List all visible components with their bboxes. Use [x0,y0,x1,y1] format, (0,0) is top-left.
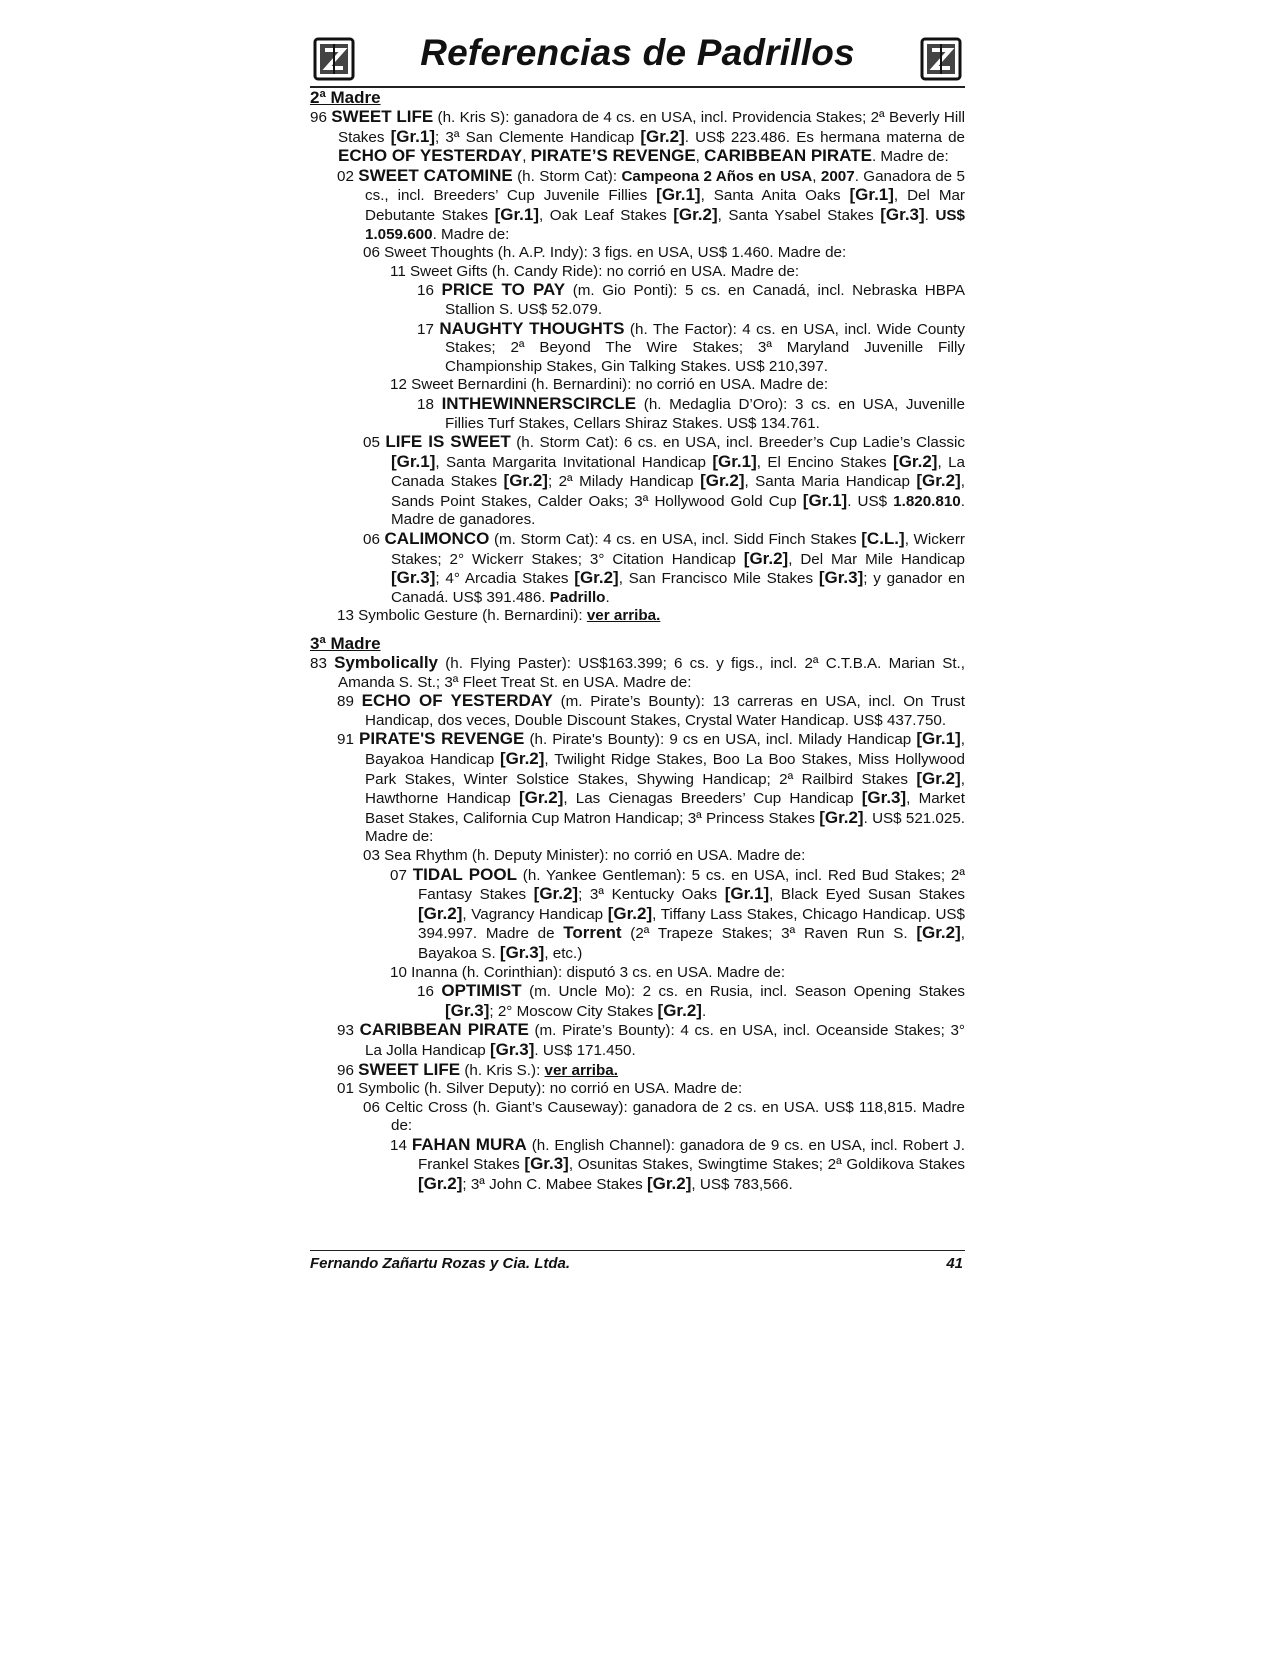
section-2nd-dam-entries [310,108,965,626]
grade-badge: [Gr.3] [445,1000,490,1020]
horse-name: FAHAN MURA [411,1134,527,1154]
grade-badge: [Gr.2] [518,788,564,808]
entry-text: , Twilight Ridge Stakes, Boo La Boo Stakes, Miss Hollywood Park Stakes, Winter Solstice Stakes, Shywing Handicap; 2ª Railbird Stakes [365,751,965,788]
entry-text: , US$ 783,566. [691,1176,793,1194]
entry-text: , San Francisco Mile Stakes [618,570,819,588]
entry-text: , [695,148,705,166]
entry-text: 03 Sea Rhythm (h. Deputy Minister): no corrió en USA. Madre de: [363,846,806,864]
pedigree-entry [310,530,965,607]
entry-text: ; 3ª San Clemente Handicap [435,128,641,146]
entry-text: , Santa Margarita Invitational Handicap [435,453,713,471]
page-footer [310,1250,965,1272]
entry-text: 17 [417,320,440,338]
entry-text: , La Canada Stakes [391,453,965,491]
entry-text: ; 2ª Milady Handicap [547,473,701,491]
pedigree-entry [310,847,965,866]
entry-text: , Santa Anita Oaks [700,187,850,205]
horse-name: PIRATE'S REVENGE [359,729,525,749]
horse-name: CARIBBEAN PIRATE [359,1020,529,1040]
page-number: 41 [946,1255,963,1272]
cross-reference: ver arriba. [586,607,661,625]
entry-text: 16 [417,983,442,1001]
entry-text: 02 [337,167,359,185]
grade-badge: [Gr.1] [916,729,961,749]
entry-text: 96 [337,1061,359,1079]
entry-text: 11 Sweet Gifts (h. Candy Ride): no corrió en USA. Madre de: [390,262,800,280]
entry-text: , Sands Point Stakes, Calder Oaks; 3ª Hollywood Gold Cup [391,473,965,510]
entry-text: (h. The Factor): 4 cs. en USA, incl. Wide County Stakes; 2ª Beyond The Wire Stakes; 3ª Maryland Juvenille Filly Championship Stakes, Gin Talking Stakes. US$ 210,397. [445,320,965,375]
horse-name: CARIBBEAN PIRATE [704,146,872,166]
grade-badge: [Gr.2] [743,548,789,568]
document-page [310,30,965,1195]
horse-name: INTHEWINNERSCIRCLE [441,393,637,413]
grade-badge: [Gr.2] [916,923,961,943]
horse-name: SWEET CATOMINE [358,165,513,185]
pedigree-entry [310,108,965,167]
pedigree-content [310,88,965,1195]
grade-badge: [Gr.1] [724,884,770,904]
grade-badge: [Gr.3] [499,942,545,962]
entry-text: . Madre de: [871,148,949,166]
entry-text: 93 [337,1022,360,1040]
entry-text: 18 [417,395,442,413]
entry-text: 16 [417,282,442,300]
entry-text: (h. Storm Cat): [512,167,622,185]
entry-text: (m. Storm Cat): 4 cs. en USA, incl. Sidd Finch Stakes [489,531,862,549]
entry-text: 10 Inanna (h. Corinthian): disputó 3 cs. en USA. Madre de: [390,963,786,981]
pedigree-entry [310,244,965,263]
entry-text: ; 2° Moscow City Stakes [489,1002,658,1020]
entry-text: , Black Eyed Susan Stakes [769,886,965,904]
horse-name: OPTIMIST [441,981,522,1001]
grade-badge: [Gr.2] [916,768,961,788]
entry-text: , [522,148,531,166]
horse-name: ECHO OF YESTERDAY [338,146,523,166]
grade-badge: [Gr.1] [656,185,701,205]
entry-text: . US$ 171.450. [534,1041,636,1059]
pedigree-entry [310,395,965,433]
horse-name: SWEET LIFE [358,1059,461,1079]
entry-text: (m. Uncle Mo): 2 cs. en Rusia, incl. Season Opening Stakes [521,983,965,1001]
grade-badge: [Gr.2] [700,471,745,491]
entry-text: , Tiffany Lass Stakes, Chicago Handicap. US$ 394.997. Madre de [418,905,965,943]
pedigree-entry [310,263,965,282]
bold-text: Padrillo [549,588,606,606]
grade-badge: [Gr.2] [503,471,548,491]
entry-text: (h. Flying Paster): US$163.399; 6 cs. y figs., incl. 2ª C.T.B.A. Marian St., Amanda S. St.; 3ª Fleet Treat St. en USA. Madre de: [338,655,965,691]
pedigree-entry [310,376,965,395]
entry-text: 14 [390,1136,412,1154]
grade-badge: [Gr.2] [819,807,864,827]
grade-badge: [Gr.2] [500,749,545,768]
grade-badge: [Gr.2] [893,451,938,471]
entry-text: , Santa Ysabel Stakes [717,206,881,224]
entry-text: (h. English Channel): ganadora de 9 cs. en USA, incl. Robert J. Frankel Stakes [418,1136,965,1174]
grade-badge: [Gr.3] [861,788,907,808]
grade-badge: [Gr.1] [802,490,848,510]
pedigree-entry [310,167,965,244]
pedigree-entry [310,1099,965,1136]
grade-badge: [Gr.3] [524,1154,569,1174]
entry-text: ; 4° Arcadia Stakes [435,570,575,588]
grade-badge: [Gr.1] [391,451,436,471]
entry-text: ; 3ª John C. Mabee Stakes [462,1176,647,1194]
grade-badge: [Gr.3] [489,1039,535,1059]
entry-text: , Oak Leaf Stakes [539,206,674,224]
grade-badge: [Gr.2] [533,884,579,904]
entry-text: . [701,1002,707,1020]
pedigree-entry [310,1021,965,1060]
entry-text: 06 Sweet Thoughts (h. A.P. Indy): 3 figs. en USA, US$ 1.460. Madre de: [363,244,847,262]
entry-text: (h. Yankee Gentleman): 5 cs. en USA, incl. Red Bud Stakes; 2ª Fantasy Stakes [418,866,965,904]
horse-name: Symbolically [334,653,439,673]
grade-badge: [C.L.] [861,529,905,549]
entry-text: . US$ 223.486. Es hermana materna de [684,128,965,146]
cross-reference: ver arriba. [544,1061,618,1079]
pedigree-entry [310,654,965,692]
pedigree-entry [310,1136,965,1195]
bold-text: 1.820.810 [893,492,961,510]
entry-text: , Hawthorne Handicap [365,770,965,808]
entry-text: (m. Pirate’s Bounty): 13 carreras en USA, incl. On Trust Handicap, dos veces, Double Discount Stakes, Crystal Water Handicap. US$ 437.750. [365,693,965,729]
entry-text: . Madre de ganadores. [391,492,965,529]
grade-badge: [Gr.2] [418,903,463,923]
entry-text: 91 [337,731,360,749]
grade-badge: [Gr.2] [657,1000,702,1020]
entry-text: , Del Mar Debutante Stakes [365,187,965,224]
entry-text: 96 [310,109,332,126]
horse-name: LIFE IS SWEET [385,432,511,452]
horse-name: CALIMONCO [384,529,490,549]
section-heading-2nd-dam: 2ª Madre [310,88,381,107]
horse-name: Torrent [563,923,622,943]
entry-text: , Las Cienagas Breeders’ Cup Handicap [563,790,862,808]
entry-text: 13 Symbolic Gesture (h. Bernardini): [337,607,587,625]
entry-text: , Market Baset Stakes, California Cup Matron Handicap; 3ª Princess Stakes [365,790,965,827]
entry-text: 06 Celtic Cross (h. Giant’s Causeway): ganadora de 2 cs. en USA. US$ 118,815. Madre de: [363,1098,965,1135]
grade-badge: [Gr.2] [607,903,653,923]
entry-text: . [924,206,936,224]
entry-text: (2ª Trapeze Stakes; 3ª Raven Run S. [621,925,917,943]
pedigree-entry [310,692,965,730]
entry-text: (h. Medaglia D’Oro): 3 cs. en USA, Juvenille Fillies Turf Stakes, Cellars Shiraz Stakes. US$ 134.761. [445,395,965,432]
entry-text: . US$ 521.025. Madre de: [365,809,965,846]
entry-text: 89 [337,693,362,711]
entry-text: (h. Storm Cat): 6 cs. en USA, incl. Breeder’s Cup Ladie’s Classic [510,434,965,452]
entry-text: . Madre de: [432,225,510,243]
horse-name: NAUGHTY THOUGHTS [439,318,625,338]
entry-text: , Wickerr Stakes; 2° Wickerr Stakes; 3° Citation Handicap [391,531,965,568]
pedigree-entry [310,1061,965,1081]
grade-badge: [Gr.1] [712,451,757,471]
grade-badge: [Gr.1] [494,204,539,224]
pedigree-entry [310,433,965,530]
bold-text: Campeona 2 Años en USA [621,167,813,185]
entry-text: , [812,167,821,185]
horse-name: PIRATE’S REVENGE [530,146,696,166]
entry-text: , Osunitas Stakes, Swingtime Stakes; 2ª Goldikova Stakes [568,1156,965,1174]
entry-text: (m. Gio Ponti): 5 cs. en Canadá, incl. Nebraska HBPA Stallion S. US$ 52.079. [445,282,965,318]
entry-text: , Santa Maria Handicap [744,473,917,491]
section-3rd-dam-entries [310,654,965,1195]
entry-text: . [605,588,610,606]
grade-badge: [Gr.2] [418,1174,463,1194]
horse-name: ECHO OF YESTERDAY [361,691,553,711]
grade-badge: [Gr.3] [880,204,925,224]
page-title: Referencias de Padrillos [420,32,855,73]
entry-text: 01 Symbolic (h. Silver Deputy): no corrió en USA. Madre de: [337,1080,743,1098]
entry-text: (h. Pirate's Bounty): 9 cs en USA, incl. Milady Handicap [524,731,917,749]
entry-text: 06 [363,531,385,549]
entry-text: 83 [310,655,335,673]
grade-badge: [Gr.3] [391,568,436,588]
bold-text: 2007 [820,167,855,185]
pedigree-entry [310,607,965,626]
entry-text: , Del Mar Mile Handicap [788,550,965,568]
pedigree-entry [310,281,965,319]
entry-text: (m. Pirate’s Bounty): 4 cs. en USA, incl. Oceanside Stakes; 3° La Jolla Handicap [365,1022,965,1059]
entry-text: . Ganadora de 5 cs., incl. Breeders’ Cup Juvenile Fillies [365,167,965,205]
entry-text: 05 [363,434,386,452]
grade-badge: [Gr.2] [916,471,961,491]
zr-shield-logo-icon [919,36,963,82]
pedigree-entry [310,1080,965,1099]
entry-text: 12 Sweet Bernardini (h. Bernardini): no corrió en USA. Madre de: [390,376,829,394]
grade-badge: [Gr.2] [574,568,619,588]
horse-name: PRICE TO PAY [441,280,566,300]
grade-badge: [Gr.1] [849,185,894,205]
pedigree-entry [310,982,965,1021]
pedigree-entry [310,866,965,964]
entry-text: (h. Kris S): ganadora de 4 cs. en USA, incl. Providencia Stakes; 2ª Beverly Hill Stakes [338,109,965,146]
entry-text: ; y ganador en Canadá. US$ 391.486. [391,570,965,606]
entry-text: . US$ [847,492,894,510]
entry-text: (h. Kris S.): [460,1061,545,1079]
pedigree-entry [310,320,965,377]
entry-text: 07 [390,866,413,884]
horse-name: TIDAL POOL [412,864,517,884]
entry-text: , Bayakoa S. [418,925,965,962]
grade-badge: [Gr.1] [390,126,436,146]
horse-name: SWEET LIFE [331,107,434,126]
bold-text: US$ 1.059.600 [365,206,965,243]
footer-company: Fernando Zañartu Rozas y Cia. Ltda. [310,1255,571,1272]
entry-text: , El Encino Stakes [756,453,894,471]
grade-badge: [Gr.3] [818,568,864,588]
page-header [310,30,965,88]
section-heading-3rd-dam: 3ª Madre [310,634,381,654]
entry-text: , etc.) [544,944,583,962]
grade-badge: [Gr.2] [647,1174,692,1194]
entry-text: , Vagrancy Handicap [462,905,608,923]
grade-badge: [Gr.2] [640,126,685,146]
pedigree-entry [310,964,965,983]
entry-text: ; 3ª Kentucky Oaks [578,886,725,904]
grade-badge: [Gr.2] [673,204,718,224]
pedigree-entry [310,730,965,847]
entry-text: , Bayakoa Handicap [365,731,965,768]
